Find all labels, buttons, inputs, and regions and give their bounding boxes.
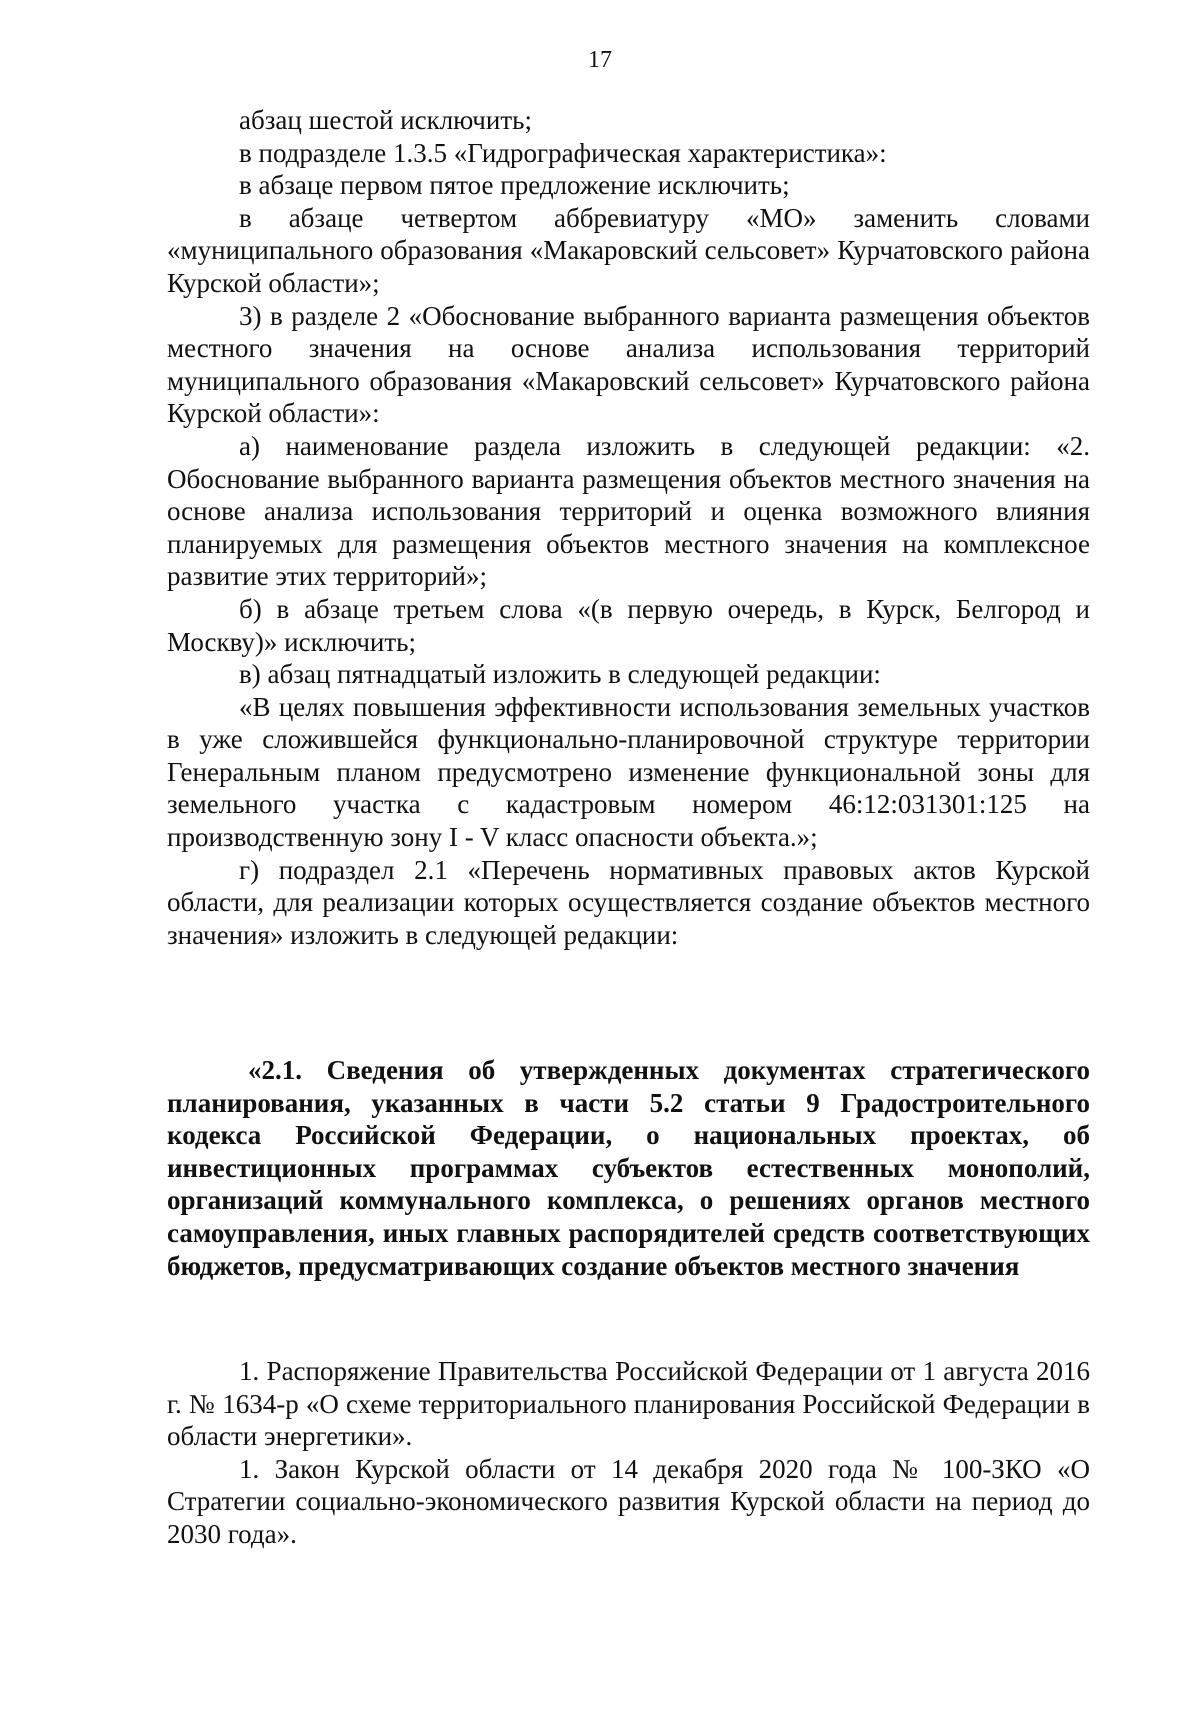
paragraph: абзац шестой исключить; <box>239 105 532 135</box>
page-number: 17 <box>588 47 612 73</box>
document-list <box>167 1355 1090 1551</box>
paragraph: в подразделе 1.3.5 «Гидрографическая характеристика»: <box>239 137 887 168</box>
paragraph: в) абзац пятнадцатый изложить в следующей редакции: <box>239 659 881 690</box>
document-body <box>167 104 1090 951</box>
paragraph: а) наименование раздела изложить в следующей редакции: «2. Обоснование выбранного варианта размещения объектов местного значения на основе анализа использования территорий и оценка возможного влияния планируемых для размещения объектов местного значения на комплексное развитие этих территорий»; <box>167 430 1090 592</box>
paragraph: в абзаце первом пятое предложение исключить; <box>239 170 790 201</box>
list-item: 1. Распоряжение Правительства Российской Федерации от 1 августа 2016 г. № 1634-р «О схеме территориального планирования Российской Федерации в области энергетики». <box>167 1356 1090 1452</box>
paragraph: г) подраздел 2.1 «Перечень нормативных правовых актов Курской области, для реализации которых осуществляется создание объектов местного значения» изложить в следующей редакции: <box>167 854 1090 950</box>
paragraph: «В целях повышения эффективности использования земельных участков в уже сложившейся функционально-планировочной структуре территории Генеральным планом предусмотрено изменение функциональной зоны для земельного участка с кадастровым номером 46:12:031301:125 на производственную зону I - V класс опасности объекта.»; <box>167 691 1090 853</box>
list-item: 1. Закон Курской области от 14 декабря 2020 года № 100-ЗКО «О Стратегии социально-экономического развития Курской области на период до 2030 года». <box>167 1453 1090 1549</box>
paragraph: 3) в разделе 2 «Обоснование выбранного варианта размещения объектов местного значения на основе анализа использования территорий муниципального образования «Макаровский сельсовет» Курчатовского района Курской области»: <box>167 300 1090 429</box>
paragraph: б) в абзаце третьем слова «(в первую очередь, в Курск, Белгород и Москву)» исключить; <box>167 593 1090 657</box>
section-heading: «2.1. Сведения об утвержденных документах стратегического планирования, указанных в части 5.2 статьи 9 Градостроительного кодекса Российской Федерации, о национальных проектах, об инвестиционных программах субъектов естественных монополий, организаций коммунального комплекса, о решениях органов местного самоуправления, иных главных распорядителей средств соответствующих бюджетов, предусматривающих создание объектов местного значения <box>167 1055 1090 1281</box>
paragraph: в абзаце четвертом аббревиатуру «МО» заменить словами «муниципального образования «Макаровский сельсовет» Курчатовского района Курской области»; <box>167 202 1090 298</box>
